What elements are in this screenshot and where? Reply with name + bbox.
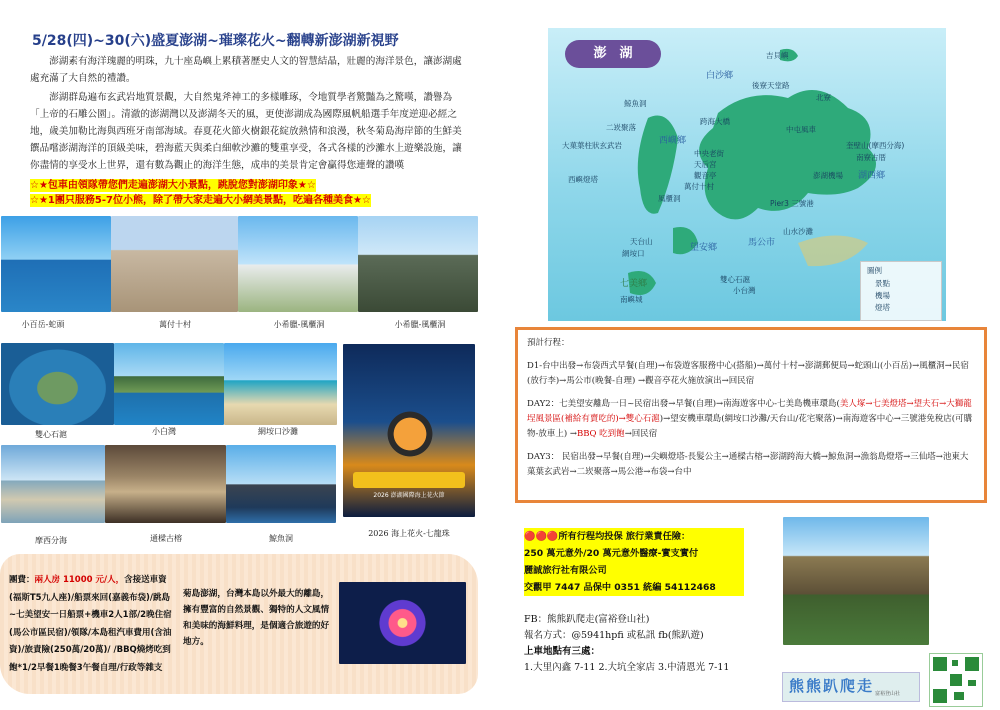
map-label-guanyinting: 觀音亭 bbox=[694, 171, 717, 180]
caption-11: 2026 海上花火-七龍珠 bbox=[368, 529, 450, 538]
itinerary-box bbox=[515, 327, 987, 503]
insurance-notice bbox=[524, 528, 744, 596]
map-label-erkan: 二崁聚落 bbox=[606, 123, 636, 132]
itinerary-heading: 預計行程： bbox=[527, 338, 570, 348]
caption-7: 網垵口沙灘 bbox=[258, 427, 298, 436]
contact-info bbox=[524, 612, 784, 676]
fireworks-poster bbox=[343, 344, 475, 517]
poster-character-icon bbox=[383, 404, 437, 464]
notice-line-2: 250 萬元意外/20 萬元意外醫療-實支實付 bbox=[524, 545, 744, 562]
photo-whale-cave bbox=[226, 445, 336, 523]
fee-details: 團費：兩人房 11000 元/人，含接送車資(福斯T5九人座)/船票來回(嘉義布袋)/跳島~七美望安一日船票+機車2人1部/2晚住宿(馬公市區民宿)/領隊/本島租汽車費用(含油資)/旅責險(250萬/20萬)/ /BBQ燒烤吃到飽*1/2早餐1晚餐3午餐自理/行政等雜支 bbox=[9, 575, 172, 673]
caption-5: 雙心石滬 bbox=[35, 430, 67, 439]
itinerary-day3: DAY3： 民宿出發→早餐(自理)→尖嶼燈塔-長髮公主→通樑古榕→澎湖跨海大橋→鯨魚洞→漁翁島燈塔→三仙塔→池東大菓葉玄武岩→二崁聚落→馬公港→布袋→台中 bbox=[527, 452, 969, 477]
map-label-tianhou: 天后宮 bbox=[694, 160, 717, 169]
caption-6: 小白灣 bbox=[152, 427, 176, 436]
caption-4: 小希臘-風櫃洞 bbox=[394, 320, 446, 329]
photo-fenggui-1 bbox=[238, 216, 358, 312]
map-label-jibei: 吉貝嶼 bbox=[766, 51, 789, 60]
legend-item-3: 燈塔 bbox=[875, 303, 890, 312]
map-label-zhongdun: 中屯風車 bbox=[786, 125, 816, 134]
map-label-airport: 澎湖機場 bbox=[813, 171, 843, 180]
notice-line-4: 交觀甲 7447 品保中 0351 統編 54112468 bbox=[524, 579, 744, 596]
itinerary-day2: DAY2：七美望安離島一日~民宿出發→早餐(自理)→南海遊客中心-七美島機車環島(美人塚→七美燈塔→望夫石→大獅龍埕風景區(補給有賣吃的)→雙心石滬)→望安機車環島(網垵口沙灘/天台山/花宅聚落)→南海遊客中心→三號港免稅店(可購物-放車上) →BBQ 吃到飽→回民宿 bbox=[527, 399, 973, 439]
pickup-list: 1.大里內鑫 7-11 2.大坑全家店 3.中清恩光 7-11 bbox=[524, 662, 730, 673]
map-label-shuangxin: 雙心石滬 bbox=[720, 275, 750, 284]
map-label-xiyudeng: 西嶼燈塔 bbox=[568, 175, 598, 184]
legend-item-2: 機場 bbox=[875, 291, 890, 300]
map-label-kueibishan: 奎壁山(摩西分海) bbox=[846, 141, 905, 150]
map-legend bbox=[860, 261, 942, 321]
brand-logo bbox=[782, 672, 920, 702]
map-label-houliao: 後寮天堂路 bbox=[752, 81, 790, 90]
map-label-fengkui: 風櫃洞 bbox=[658, 194, 681, 203]
map-label-magong: 馬公市 bbox=[748, 238, 776, 248]
photo-fireworks bbox=[339, 582, 466, 664]
photo-twin-hearts bbox=[1, 343, 114, 425]
caption-3: 小希臘-風櫃洞 bbox=[273, 320, 325, 329]
contact-signup: 報名方式：@5941hpfi 或私訊 fb(熊趴遊) bbox=[524, 630, 704, 641]
photo-wanfu-village bbox=[111, 216, 238, 312]
map-label-wangkou: 網垵口 bbox=[622, 249, 645, 258]
map-label-nanliao: 南寮古厝 bbox=[856, 153, 886, 162]
caption-2: 萬付十村 bbox=[159, 320, 191, 329]
map-label-qimei: 七美鄉 bbox=[620, 279, 648, 289]
poster-text: 2026 澎湖國際海上花火節 bbox=[373, 492, 445, 499]
map-label-nanhuyu: 南嶼城 bbox=[620, 295, 643, 304]
map-label-huxi: 湖西鄉 bbox=[858, 171, 886, 181]
qr-code-icon[interactable] bbox=[929, 653, 983, 707]
highlight-line-2: ☆★1團只服務5-7位小熊，除了帶大家走遍大小網美景點，吃遍各種美食★☆ bbox=[30, 195, 371, 206]
intro-paragraph-2: 澎湖群島遍布玄武岩地質景觀，大自然鬼斧神工的多樣雕琢，令地質學者驚豔為之驚嘆，讚譽為「上帝的石雕公園」。清澈的澎湖灣以及澎湖冬天的風，更使澎湖成為國際風帆船選手年度逆迎必經之地，歲美加勒比海與西班牙南部海域。春夏花火節火樹銀花綻放熱情和浪漫，秋冬菊島海岸節的生鮮美饌品嚐澎湖海洋的頂級美味，碧海藍天與柔白細軟沙灘的雙重享受，各式各樣的沙灘水上遊樂設施，讓你盡情的享受水上世界，還有數為觀止的海洋生態，成串的美景肯定會贏得您連聲的讚嘆 bbox=[30, 92, 462, 171]
map-label-xiaotaiwan: 小台灣 bbox=[733, 286, 756, 295]
map-label-shanshui: 山水沙灘 bbox=[783, 227, 813, 236]
photo-basalt bbox=[783, 517, 929, 645]
logo-text: 熊熊趴爬走 bbox=[789, 677, 875, 695]
photo-moses-sea bbox=[1, 445, 105, 523]
notice-line-3: 麗誠旅行社有限公司 bbox=[524, 562, 744, 579]
map-label-xiyu: 西嶼鄉 bbox=[659, 136, 687, 146]
photo-little-taiwan bbox=[114, 343, 224, 425]
caption-1: 小百岳-蛇頭 bbox=[21, 320, 65, 329]
map-title: 澎 湖 bbox=[565, 40, 661, 68]
map-label-jingyu: 鯨魚洞 bbox=[624, 99, 647, 108]
map-label-daguoye: 大菓葉柱狀玄武岩 bbox=[562, 141, 622, 150]
contact-fb: FB：熊熊趴爬走(富裕登山社) bbox=[524, 614, 650, 625]
photo-tongliang-banyan bbox=[105, 445, 226, 523]
logo-sub: 富裕登山社 bbox=[875, 691, 901, 697]
notice-line-1: 🔴🔴🔴所有行程均投保 旅行業責任險： bbox=[524, 528, 744, 545]
legend-title: 圖例 bbox=[867, 266, 882, 275]
map-label-zhongyang: 中央老街 bbox=[694, 149, 724, 158]
photo-fenggui-2 bbox=[358, 216, 478, 312]
legend-item-1: 景點 bbox=[875, 279, 890, 288]
highlight-line-1: ☆★包車由領隊帶您們走遍澎湖大小景點，跳脫您對澎湖印象★☆ bbox=[30, 180, 316, 191]
pickup-title: 上車地點有三處： bbox=[524, 646, 601, 657]
map-label-kuahai: 跨海大橋 bbox=[700, 117, 730, 126]
map-label-beiliao: 北寮 bbox=[816, 93, 831, 102]
map-label-baisha: 白沙鄉 bbox=[706, 71, 734, 81]
map-label-wanfu: 萬付十村 bbox=[684, 182, 714, 191]
penghu-description: 菊島澎湖，台灣本島以外最大的離島，擁有豐富的自然景觀、獨特的人文風情和美味的海鮮料理，是個適合旅遊的好地方。 bbox=[183, 589, 330, 647]
intro-paragraph-1: 澎湖素有海洋瑰麗的明珠，九十座島嶼上累積著歷史人文的智慧結晶，壯麗的海洋景色，讓澎湖處處充滿了大自然的禮讚。 bbox=[30, 56, 462, 84]
page-title: 5/28(四)~30(六)盛夏澎湖~璀璨花火~翻轉新澎湖新視野 bbox=[32, 33, 399, 49]
map-label-wangan: 望安鄉 bbox=[690, 243, 718, 253]
itinerary-day1: D1-台中出發→布袋西式早餐(自理)→布袋遊客服務中心(搭船)→萬付十村→澎湖郵便局→蛇頭山(小百岳)→風櫃洞→民宿(放行李)→馬公市(晚餐-自理) →觀音亭花火施放演出→回民宿 bbox=[527, 361, 969, 386]
caption-8: 摩西分海 bbox=[35, 536, 67, 545]
caption-10: 鯨魚洞 bbox=[269, 534, 293, 543]
sand-shape bbox=[798, 236, 868, 267]
penghu-map bbox=[548, 28, 946, 321]
photo-snake-head bbox=[1, 216, 111, 312]
caption-9: 通樑古榕 bbox=[150, 534, 182, 543]
photo-wangankou-beach bbox=[224, 343, 337, 425]
map-label-tiantai: 天台山 bbox=[630, 237, 653, 246]
map-label-pier3: Pier3 三號港 bbox=[770, 199, 814, 208]
